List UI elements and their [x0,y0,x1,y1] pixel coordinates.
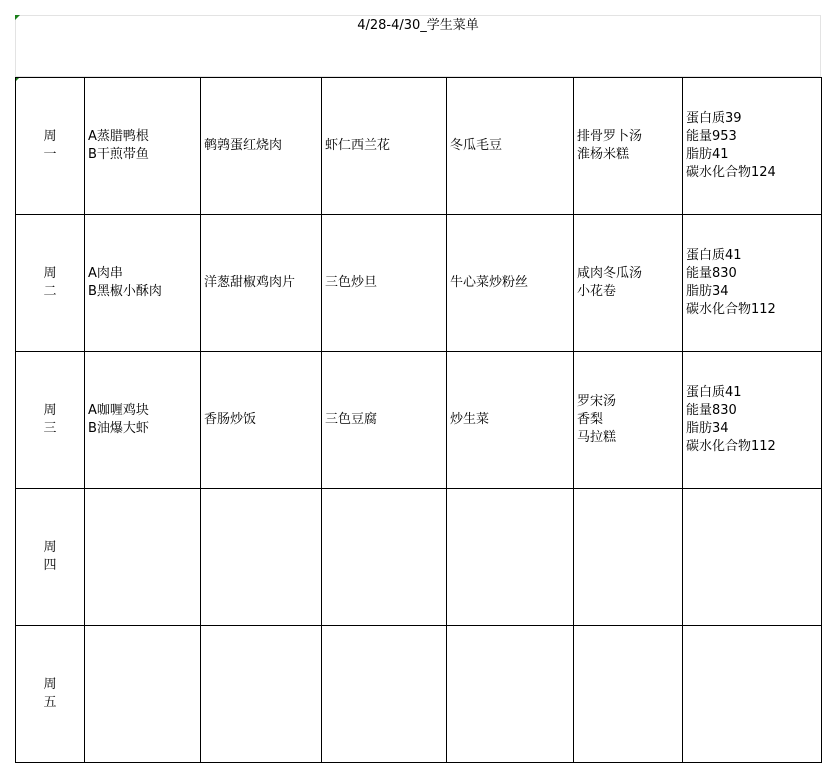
main-dish-cell[interactable] [85,626,201,763]
side-dish-cell[interactable] [447,352,574,489]
cell-text-line: 周 [43,677,57,692]
nutrition-cell[interactable] [683,78,822,215]
cell-text-line: A咖喱鸡块 [88,403,149,418]
cell-text-line: 牛心菜炒粉丝 [450,275,529,290]
main-dish-cell[interactable] [85,78,201,215]
title-row[interactable] [15,15,821,77]
soup-staple-cell[interactable] [574,215,683,352]
side-dish-cell[interactable] [447,489,574,626]
day-cell[interactable] [16,78,85,215]
cell-text-line: 脂肪34 [686,284,729,299]
cell-text-line: A肉串 [88,266,123,281]
cell-text-line: 四 [43,558,57,573]
cell-text-line: 周 [43,266,57,281]
nutrition-cell[interactable] [683,215,822,352]
cell-text-line: 炒生菜 [450,412,490,427]
cell-text-line: 咸肉冬瓜汤 [577,266,643,281]
side-dish-cell[interactable] [447,215,574,352]
main-dish-cell[interactable] [85,352,201,489]
cell-text-line: 三 [43,421,57,436]
day-cell[interactable] [16,352,85,489]
cell-text-line: 能量953 [686,129,737,144]
cell-text-line: A蒸腊鸭根 [88,129,149,144]
cell-text-line: 香梨 [577,412,604,427]
cell-text-line: 蛋白质41 [686,385,742,400]
menu-table [15,77,822,763]
soup-staple-cell[interactable] [574,78,683,215]
cell-text-line: 周 [43,403,57,418]
cell-text-line: 香肠炒饭 [204,412,257,427]
menu-table-body [16,78,822,763]
cell-text-line: 马拉糕 [577,430,617,445]
cell-text-line: 碳水化合物124 [686,165,776,180]
soup-staple-cell[interactable] [574,489,683,626]
day-cell[interactable] [16,215,85,352]
cell-text-line: 三色炒旦 [325,275,378,290]
cell-text-line: B黑椒小酥肉 [88,284,162,299]
cell-text-line: 二 [43,284,57,299]
cell-text-line: 冬瓜毛豆 [450,138,503,153]
menu-title: 4/28-4/30_学生菜单 [357,18,479,33]
nutrition-cell[interactable] [683,352,822,489]
second-dish-cell[interactable] [201,78,322,215]
day-cell[interactable] [16,626,85,763]
menu-sheet [15,15,821,762]
second-dish-cell[interactable] [201,626,322,763]
main-dish-cell[interactable] [85,489,201,626]
cell-text-line: 鹌鹑蛋红烧肉 [204,138,283,153]
second-dish-cell[interactable] [201,489,322,626]
side-dish-cell[interactable] [447,626,574,763]
cell-text-line: B干煎带鱼 [88,147,149,162]
second-dish-cell[interactable] [201,215,322,352]
cell-text-line: 脂肪34 [686,421,729,436]
cell-text-line: 蛋白质39 [686,111,742,126]
cell-text-line: 碳水化合物112 [686,302,776,317]
table-row [16,215,822,352]
table-row [16,352,822,489]
vegetable-dish-cell[interactable] [322,352,447,489]
cell-text-line: 周 [43,540,57,555]
cell-text-line: 碳水化合物112 [686,439,776,454]
nutrition-cell[interactable] [683,626,822,763]
vegetable-dish-cell[interactable] [322,626,447,763]
cell-text-line: 排骨罗卜汤 [577,129,643,144]
cell-text-line: 能量830 [686,403,737,418]
vegetable-dish-cell[interactable] [322,78,447,215]
cell-text-line: 五 [43,695,57,710]
cell-text-line: 罗宋汤 [577,394,617,409]
cell-text-line: 蛋白质41 [686,248,742,263]
table-row [16,489,822,626]
vegetable-dish-cell[interactable] [322,489,447,626]
nutrition-cell[interactable] [683,489,822,626]
second-dish-cell[interactable] [201,352,322,489]
cell-text-line: 脂肪41 [686,147,729,162]
table-row [16,626,822,763]
cell-text-line: 一 [43,147,57,162]
cell-text-line: 三色豆腐 [325,412,378,427]
side-dish-cell[interactable] [447,78,574,215]
main-dish-cell[interactable] [85,215,201,352]
day-cell[interactable] [16,489,85,626]
cell-text-line: B油爆大虾 [88,421,149,436]
cell-text-line: 洋葱甜椒鸡肉片 [204,275,296,290]
soup-staple-cell[interactable] [574,352,683,489]
cell-text-line: 淮杨米糕 [577,147,630,162]
cell-text-line: 小花卷 [577,284,617,299]
vegetable-dish-cell[interactable] [322,215,447,352]
cell-text-line: 虾仁西兰花 [325,138,391,153]
soup-staple-cell[interactable] [574,626,683,763]
table-row [16,78,822,215]
cell-text-line: 能量830 [686,266,737,281]
cell-text-line: 周 [43,129,57,144]
